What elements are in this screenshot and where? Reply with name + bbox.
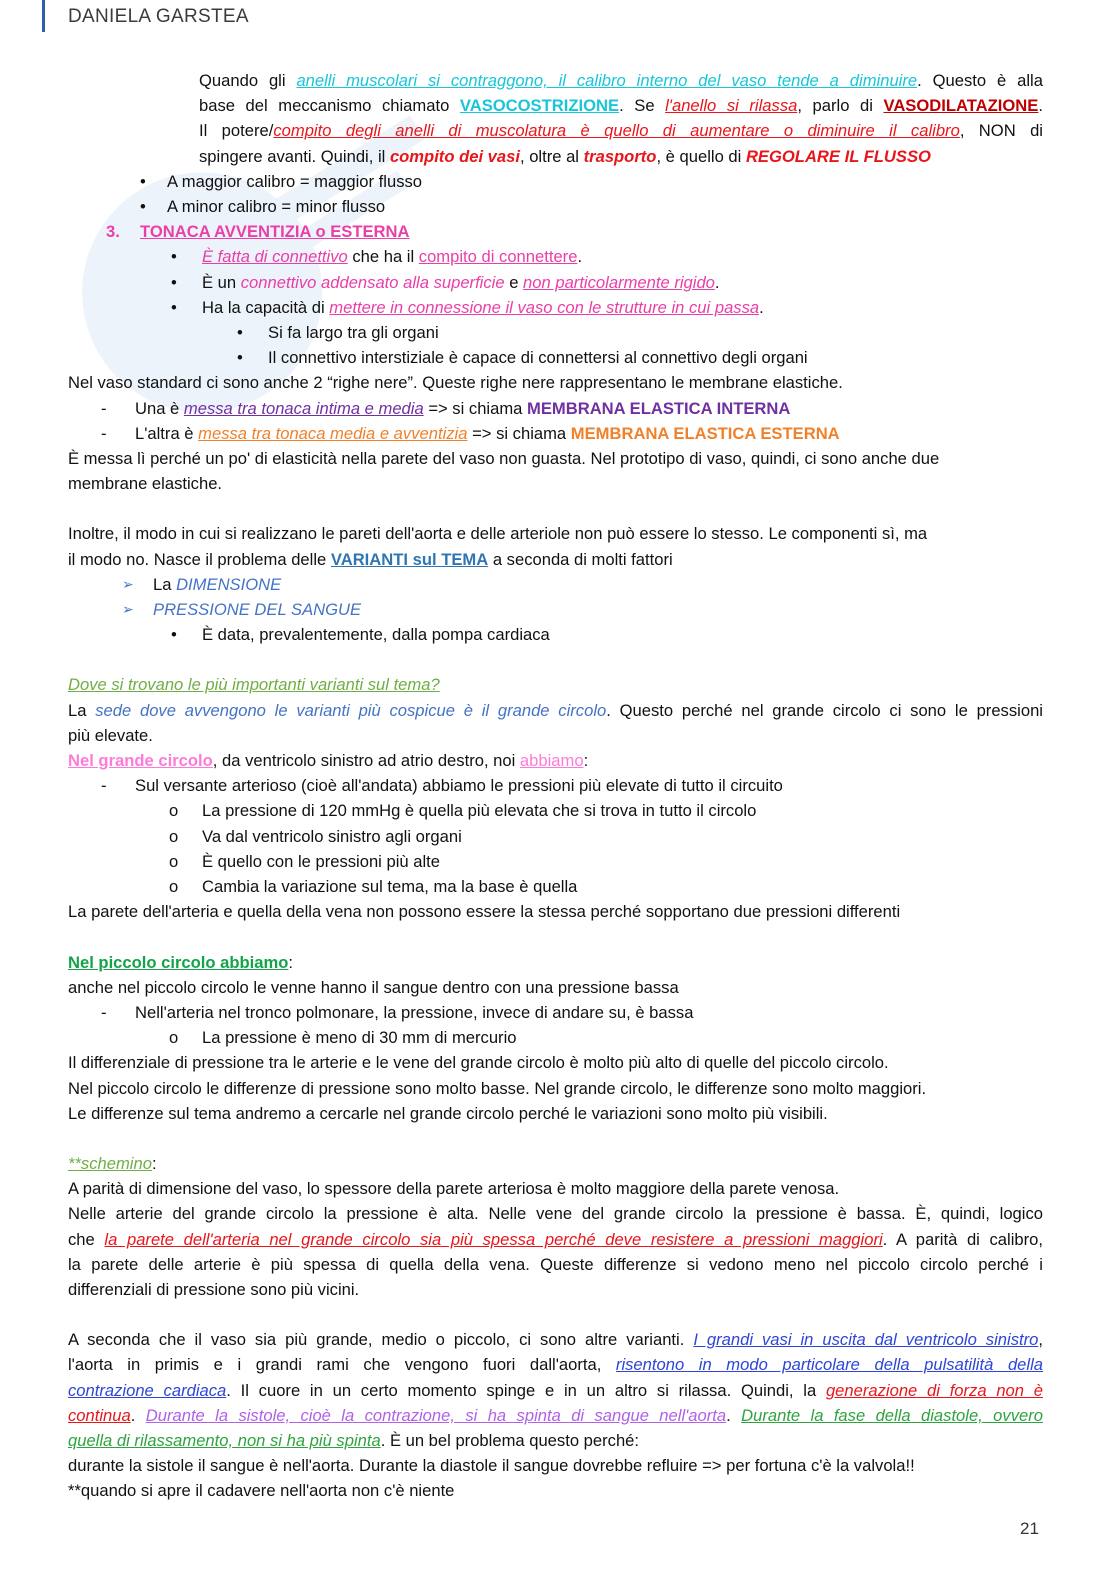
bullet-item: • A maggior calibro = maggior flusso (140, 171, 423, 191)
text: Quando gli (199, 71, 297, 90)
text: e (504, 272, 524, 292)
p1-line2 (68, 93, 1043, 118)
paragraph-line: La parete dell'arteria e quella della vena non possono essere la stessa perché sopportano due pressioni differenti (68, 902, 901, 922)
arrow-item (68, 572, 1043, 597)
text: , da ventricolo sinistro ad atrio destro, noi (212, 751, 520, 771)
text: a seconda di molti fattori (488, 549, 673, 569)
text: , NON di (959, 121, 1043, 141)
piccolo-heading (68, 950, 1043, 975)
header-author: DANIELA GARSTEA (68, 6, 249, 27)
text: spingere avanti. Quindi, il (199, 146, 390, 166)
text: il modo no. Nasce il problema delle (68, 549, 331, 569)
paragraph-line: più elevate. (68, 725, 153, 745)
p1-line4 (68, 144, 1043, 169)
text: È un (202, 272, 241, 292)
highlight-text: PRESSIONE DEL SANGUE (153, 600, 362, 620)
text: . È un bel problema questo perché: (380, 1430, 640, 1450)
text: Cambia la variazione sul tema, ma la base è quella (202, 877, 578, 897)
sub-bullet-item: • Si fa largo tra gli organi (237, 323, 439, 343)
paragraph-line (68, 1403, 1043, 1428)
paragraph-line (68, 1227, 1043, 1252)
text: È data, prevalentemente, dalla pompa cardiaca (202, 625, 550, 645)
paragraph-line: Le differenze sul tema andremo a cercarle nel grande circolo perché le variazioni sono molto più visibili. (68, 1103, 828, 1123)
schemino-heading (68, 1151, 1043, 1176)
paragraph-line (68, 1378, 1043, 1403)
text: . Il cuore in un certo momento spinge e in un altro si rilassa. Quindi, la (226, 1380, 826, 1400)
highlight-text: l'anello si rilassa (665, 96, 798, 116)
vasodilatazione-term: VASODILATAZIONE (883, 96, 1039, 116)
highlight-text: contrazione cardiaca (68, 1380, 227, 1400)
circle-item: o La pressione di 120 mmHg è quella più elevata che si trova in tutto il circolo (169, 801, 757, 821)
text: base del meccanismo chiamato (199, 96, 460, 116)
highlight-text: generazione di forza non è (825, 1380, 1043, 1400)
highlight-text: messa tra tonaca media e avventizia (198, 423, 468, 443)
text: l'aorta in primis e i grandi rami che vengono fuori dall'aorta, (68, 1355, 616, 1375)
paragraph-line: differenziali di pressione sono più vicini. (68, 1279, 360, 1299)
highlight-text: I grandi vasi in uscita dal ventricolo sinistro (693, 1330, 1039, 1350)
highlight-text: MEMBRANA ELASTICA INTERNA (527, 398, 791, 418)
text: . (759, 297, 764, 317)
page-number: 21 (1020, 1519, 1039, 1538)
text: . (714, 272, 720, 292)
text: Il potere/ (199, 121, 274, 141)
paragraph-line (68, 1352, 1043, 1377)
text: L'altra è (135, 423, 199, 443)
text: A maggior calibro = maggior flusso (167, 171, 423, 191)
paragraph-line: membrane elastiche. (68, 474, 223, 494)
text: : (583, 751, 589, 771)
section-title: TONACA AVVENTIZIA o ESTERNA (140, 222, 410, 242)
highlight-text: MEMBRANA ELASTICA ESTERNA (570, 423, 840, 443)
highlight-text: quella di rilassamento, non si ha più spinta (68, 1430, 381, 1450)
bullet-item: • È fatta di connettivo che ha il compito di connettere. (171, 247, 583, 267)
text: , oltre al (519, 146, 584, 166)
text: Va dal ventricolo sinistro agli organi (202, 826, 462, 846)
text: La (68, 700, 96, 720)
bullet-item: • È un connettivo addensato alla superficie e non particolarmente rigido. (171, 272, 720, 292)
highlight-text: non particolarmente rigido (523, 272, 715, 292)
text: Ha la capacità di (202, 297, 330, 317)
highlight-text: messa tra tonaca intima e media (183, 398, 424, 418)
arrow-item (68, 597, 1043, 622)
dash-item: - Nell'arteria nel tronco polmonare, la pressione, invece di andare su, è bassa (101, 1002, 694, 1022)
text: . Se (619, 96, 666, 116)
text: Sul versante arterioso (cioè all'andata) abbiamo le pressioni più elevate di tutto il circuito (135, 776, 783, 796)
text: . Questo è alla (917, 71, 1043, 90)
dash-item: - Sul versante arterioso (cioè all'andata) abbiamo le pressioni più elevate di tutto il circuito (101, 776, 783, 796)
text: La (153, 574, 177, 594)
bullet-item: • È data, prevalentemente, dalla pompa cardiaca (171, 625, 550, 645)
text: Nell'arteria nel tronco polmonare, la pressione, invece di andare su, è bassa (135, 1002, 694, 1022)
text: La pressione di 120 mmHg è quella più elevata che si trova in tutto il circolo (202, 801, 757, 821)
paragraph-line (68, 698, 1043, 723)
highlight-text: REGOLARE IL FLUSSO (745, 146, 931, 166)
dash-item: - Una è messa tra tonaca intima e media => si chiama MEMBRANA ELASTICA INTERNA (101, 398, 791, 418)
text: . (1038, 96, 1043, 116)
text: . A parità di calibro, (882, 1229, 1043, 1249)
text: , (1038, 1330, 1043, 1350)
highlight-text: abbiamo (519, 751, 584, 771)
text: che ha il (347, 247, 419, 267)
paragraph-line: Nel vaso standard ci sono anche 2 “righe nere”. Queste righe nere rappresentano le membrane elastiche. (68, 373, 843, 393)
paragraph-line: È messa lì perché un po' di elasticità nella parete del vaso non guasta. Nel prototipo di vaso, quindi, ci sono anche due (68, 449, 940, 469)
paragraph-line (68, 748, 1043, 773)
text: , parlo di (797, 96, 884, 116)
highlight-text: sede dove avvengono le varianti più cospicue è il grande circolo (95, 700, 607, 720)
highlight-text: connettivo addensato alla superficie (240, 272, 505, 292)
paragraph-line (68, 547, 1043, 572)
paragraph-line: Inoltre, il modo in cui si realizzano le pareti dell'aorta e delle arteriole non può essere lo stesso. Le componenti sì, ma (68, 524, 928, 544)
paragraph-line (68, 1428, 1043, 1453)
section-title: **schemino (68, 1153, 152, 1173)
sub-bullet-item: • Il connettivo interstiziale è capace di connettersi al connettivo degli organi (237, 348, 808, 368)
bullet-item: • A minor calibro = minor flusso (140, 197, 386, 217)
text: . Questo perché nel grande circolo ci sono le pressioni (606, 700, 1043, 720)
vasocostrizione-term: VASOCOSTRIZIONE (459, 96, 620, 116)
highlight-text: Durante la sistole, cioè la contrazione, si ha spinta di sangue nell'aorta (145, 1405, 727, 1425)
highlight-text: compito dei vasi (389, 146, 520, 166)
header-accent-bar (42, 0, 45, 32)
paragraph-line: durante la sistole il sangue è nell'aorta. Durante la diastole il sangue dovrebbe refluire => per fortuna c'è la valvola!! (68, 1456, 915, 1476)
text: : (288, 952, 294, 972)
bullet-item: • Ha la capacità di mettere in connessione il vaso con le strutture in cui passa. (171, 297, 764, 317)
dash-item: - L'altra è messa tra tonaca media e avventizia => si chiama MEMBRANA ELASTICA ESTERNA (101, 423, 840, 443)
p1-line1 (68, 68, 1043, 93)
highlight-text: DIMENSIONE (176, 574, 282, 594)
text: => si chiama (467, 423, 571, 443)
question-heading: Dove si trovano le più importanti varianti sul tema? (68, 675, 440, 695)
highlight-text: compito di connettere (418, 247, 578, 267)
text: . (130, 1405, 146, 1425)
highlight-text: compito degli anelli di muscolatura è quello di aumentare o diminuire il calibro (273, 121, 960, 141)
highlight-text: mettere in connessione il vaso con le strutture in cui passa (329, 297, 760, 317)
text: Si fa largo tra gli organi (268, 323, 439, 343)
highlight-text: È fatta di connettivo (202, 247, 348, 267)
circle-item: o La pressione è meno di 30 mm di mercurio (169, 1028, 517, 1048)
paragraph-line: Il differenziale di pressione tra le arterie e le vene del grande circolo è molto più alto di quelle del piccolo circolo. (68, 1053, 889, 1073)
tonaca-heading (68, 219, 1043, 244)
paragraph-line: A parità di dimensione del vaso, lo spessore della parete arteriosa è molto maggiore della parete venosa. (68, 1179, 840, 1199)
highlight-text: Durante la fase della diastole, ovvero (741, 1405, 1043, 1425)
highlight-text: Nel grande circolo (68, 751, 213, 771)
highlight-text: risentono in modo particolare della pulsatilità della (615, 1355, 1043, 1375)
circle-item: o Cambia la variazione sul tema, ma la base è quella (169, 877, 578, 897)
highlight-text: anelli muscolari si contraggono, il calibro interno del vaso tende a diminuire (296, 71, 918, 90)
paragraph-line: Nelle arterie del grande circolo la pressione è alta. Nelle vene del grande circolo la pressione è bassa. È, quindi, logico (68, 1204, 1043, 1224)
text: => si chiama (423, 398, 528, 418)
text: che (68, 1229, 105, 1249)
paragraph-line: la parete delle arterie è più spessa di quella della vena. Queste differenze si vedono meno nel piccolo circolo perché i (68, 1254, 1043, 1274)
page-content (68, 68, 1043, 1504)
text: Il connettivo interstiziale è capace di connettersi al connettivo degli organi (268, 348, 808, 368)
circle-item: o È quello con le pressioni più alte (169, 851, 440, 871)
text: La pressione è meno di 30 mm di mercurio (202, 1028, 517, 1048)
text: . (577, 247, 583, 267)
text: È quello con le pressioni più alte (202, 851, 440, 871)
highlight-text: VARIANTI sul TEMA (330, 549, 489, 569)
text: Una è (135, 398, 184, 418)
paragraph-line (68, 1327, 1043, 1352)
arrow-bullet-icon: ➢ (122, 575, 134, 592)
highlight-text: continua (68, 1405, 131, 1425)
section-title: Nel piccolo circolo abbiamo (68, 952, 289, 972)
text: A seconda che il vaso sia più grande, medio o piccolo, ci sono altre varianti. (68, 1330, 694, 1350)
arrow-bullet-icon: ➢ (122, 601, 134, 618)
text: , è quello di (656, 146, 746, 166)
p1-line3 (68, 118, 1043, 143)
paragraph-line: Nel piccolo circolo le differenze di pressione sono molto basse. Nel grande circolo, le differenze sono molto maggiori. (68, 1078, 927, 1098)
paragraph-line: anche nel piccolo circolo le venne hanno il sangue dentro con una pressione bassa (68, 977, 679, 997)
paragraph-line: **quando si apre il cadavere nell'aorta non c'è niente (68, 1481, 455, 1501)
highlight-text: trasporto (583, 146, 657, 166)
highlight-text: la parete dell'arteria nel grande circolo sia più spessa perché deve resistere a pressioni maggiori (104, 1229, 883, 1249)
list-number: 3. (106, 222, 120, 242)
text: : (151, 1153, 157, 1173)
text: A minor calibro = minor flusso (167, 197, 386, 217)
text: . (726, 1405, 742, 1425)
circle-item: o Va dal ventricolo sinistro agli organi (169, 826, 462, 846)
